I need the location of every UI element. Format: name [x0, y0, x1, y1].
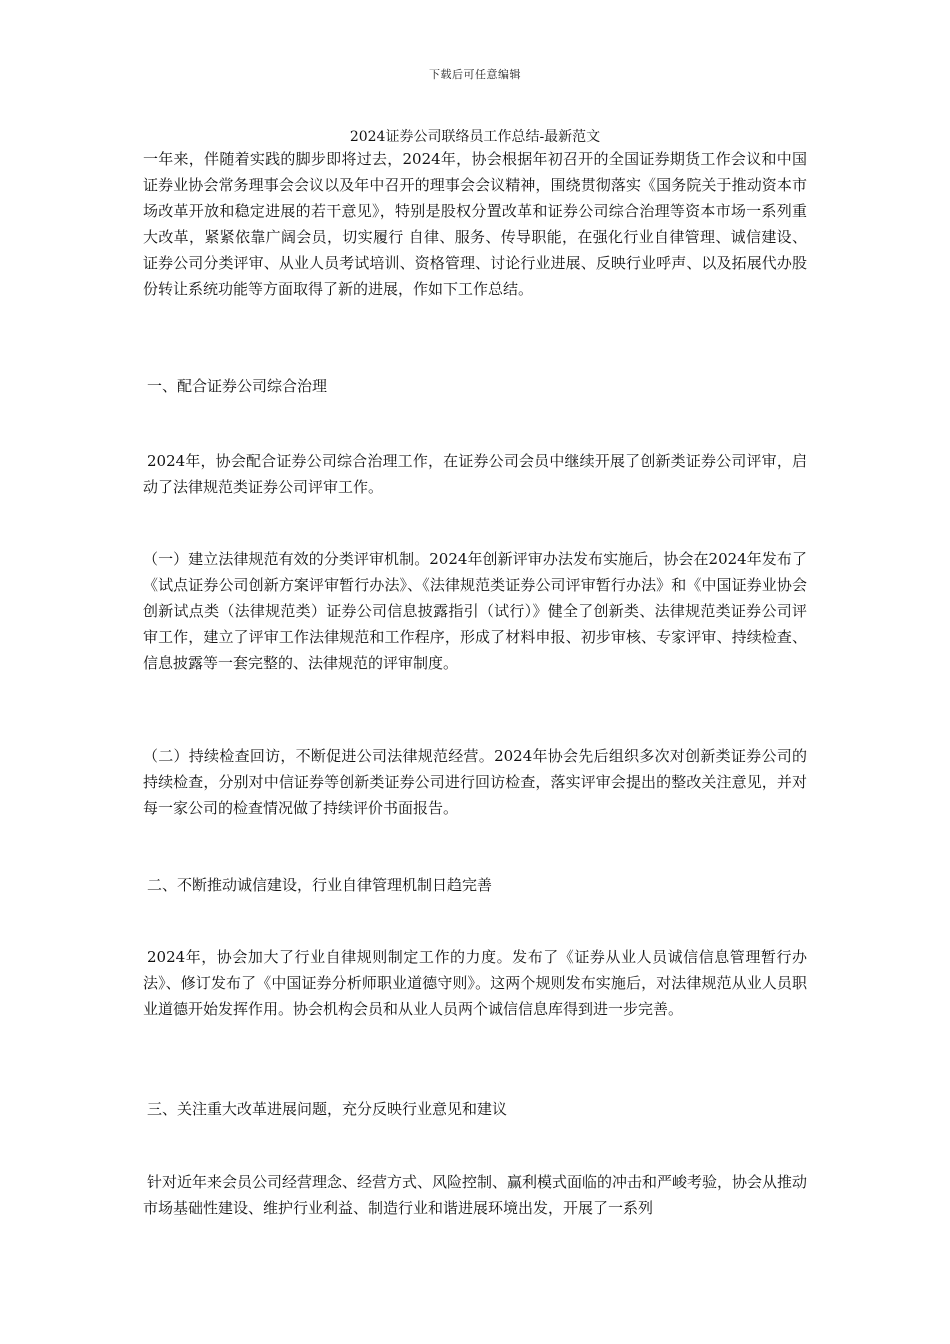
section-1-heading: 一、配合证券公司综合治理	[147, 377, 328, 395]
section-2-heading: 二、不断推动诚信建设，行业自律管理机制日趋完善	[147, 876, 493, 894]
intro-paragraph: 一年来，伴随着实践的脚步即将过去，2024年，协会根据年初召开的全国证券期货工作会议和中国证券业协会常务理事会会议以及年中召开的理事会会议精神，围绕贯彻落实《国务院关于推动资本市场改革开放和稳定进展的若干意见》，特别是股权分置改革和证券公司综合治理等资本市场一系列重大改革，紧紧依靠广阔会员，切实履行 自律、服务、传导职能，在强化行业自律管理、诚信建设、证券公司分类评审、从业人员考试培训、资格管理、讨论行业进展、反映行业呼声、以及拓展代办股份转让系统功能等方面取得了新的进展，作如下工作总结。	[143, 150, 807, 298]
section-3-heading: 三、关注重大改革进展问题，充分反映行业意见和建议	[147, 1100, 508, 1118]
section-2-paragraph: 2024年，协会加大了行业自律规则制定工作的力度。发布了《证券从业人员诚信信息管理暂行办法》、修订发布了《中国证券分析师职业道德守则》。这两个规则发布实施后，对法律规范从业人员职业道德开始发挥作用。协会机构会员和从业人员两个诚信信息库得到进一步完善。	[143, 948, 807, 1018]
section-1-subsection-2: （二）持续检查回访，不断促进公司法律规范经营。2024年协会先后组织多次对创新类证券公司的持续检查，分别对中信证券等创新类证券公司进行回访检查，落实评审会提出的整改关注意见，并对每一家公司的检查情况做了持续评价书面报告。	[143, 747, 807, 817]
header-note: 下载后可任意编辑	[429, 68, 521, 81]
document-title: 2024证券公司联络员工作总结-最新范文	[349, 129, 601, 145]
section-1-subsection-1: （一）建立法律规范有效的分类评审机制。2024年创新评审办法发布实施后，协会在2024年发布了《试点证券公司创新方案评审暂行办法》、《法律规范类证券公司评审暂行办法》和《中国证券业协会创新试点类（法律规范类）证券公司信息披露指引（试行）》健全了创新类、法律规范类证券公司评审工作，建立了评审工作法律规范和工作程序，形成了材料申报、初步审核、专家评审、持续检查、信息披露等一套完整的、法律规范的评审制度。	[143, 550, 807, 672]
section-3-paragraph: 针对近年来会员公司经营理念、经营方式、风险控制、赢利模式面临的冲击和严峻考验，协会从推动市场基础性建设、维护行业利益、制造行业和谐进展环境出发，开展了一系列	[143, 1173, 808, 1217]
section-1-paragraph: 2024年，协会配合证券公司综合治理工作，在证券公司会员中继续开展了创新类证券公司评审，启动了法律规范类证券公司评审工作。	[143, 452, 807, 496]
